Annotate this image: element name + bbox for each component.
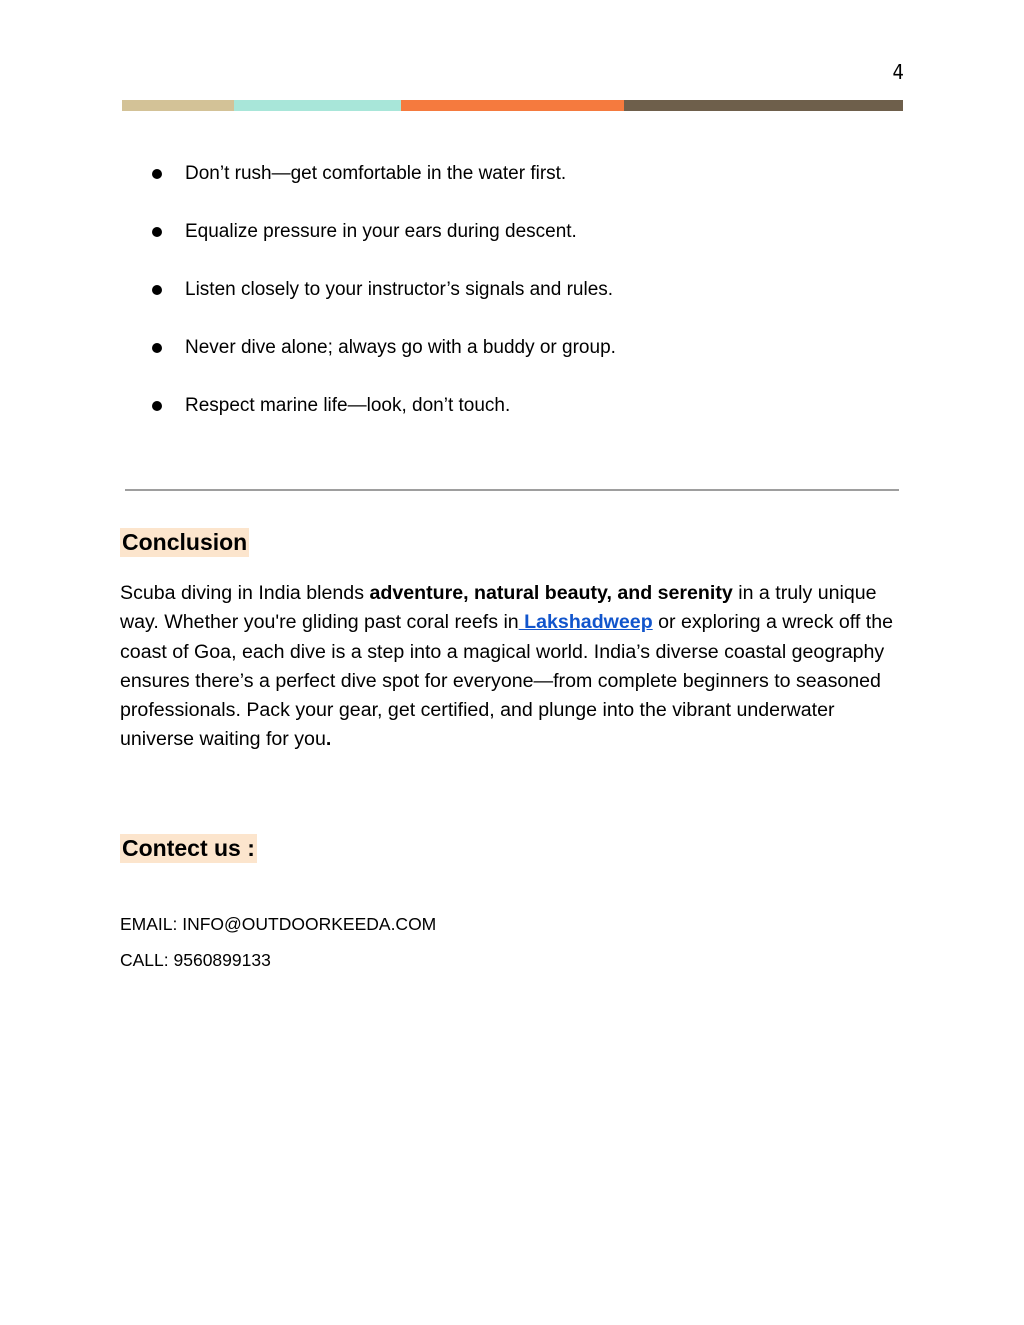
tip-text: Listen closely to your instructor’s signals and rules.: [185, 279, 614, 300]
contact-email: EMAIL: INFO@OUTDOORKEEDA.COM: [120, 914, 437, 934]
contact-phone: CALL: 9560899133: [120, 950, 271, 970]
horizontal-divider: [125, 489, 899, 491]
diving-tips-list: [148, 160, 616, 450]
list-item: [148, 276, 616, 304]
bullet-icon: [152, 227, 162, 237]
color-strip-segment-brown: [624, 100, 903, 111]
contact-heading: Contect us :: [122, 835, 255, 861]
bullet-icon: [152, 285, 162, 295]
bullet-icon: [152, 343, 162, 353]
list-item: [148, 218, 616, 246]
list-item: [148, 334, 616, 362]
list-item: [148, 392, 616, 420]
page-number: 4: [892, 60, 904, 84]
conclusion-text-2: in a truly unique way. Whether you're gliding past coral reefs in: [120, 582, 877, 634]
tip-text: Never dive alone; always go with a buddy or group.: [185, 337, 616, 358]
tip-text: Respect marine life—look, don’t touch.: [185, 395, 511, 416]
tip-text: Don’t rush—get comfortable in the water first.: [185, 163, 567, 184]
conclusion-paragraph: [120, 579, 910, 755]
color-strip-segment-aqua: [234, 100, 401, 111]
color-strip-segment-orange: [401, 100, 624, 111]
color-strip-segment-tan: [122, 100, 234, 111]
conclusion-heading: Conclusion: [122, 529, 248, 555]
list-item: [148, 160, 616, 188]
conclusion-text-3: or exploring a wreck off the coast of Goa, each dive is a step into a magical world. India’s diverse coastal geography ensures there’s a perfect dive spot for everyone—from complete beginners to seasoned professionals. Pack your gear, get certified, and plunge into the vibrant underwater universe waiting for you: [120, 611, 894, 751]
bullet-icon: [152, 401, 162, 411]
conclusion-text-1: Scuba diving in India blends: [120, 582, 370, 604]
lakshadweep-link[interactable]: Lakshadweep: [518, 611, 653, 634]
conclusion-bold-phrase: adventure, natural beauty, and serenity: [369, 582, 733, 604]
bullet-icon: [152, 169, 162, 179]
conclusion-final-period: .: [325, 728, 332, 751]
decorative-color-strip: [122, 100, 903, 111]
tip-text: Equalize pressure in your ears during descent.: [185, 221, 577, 242]
